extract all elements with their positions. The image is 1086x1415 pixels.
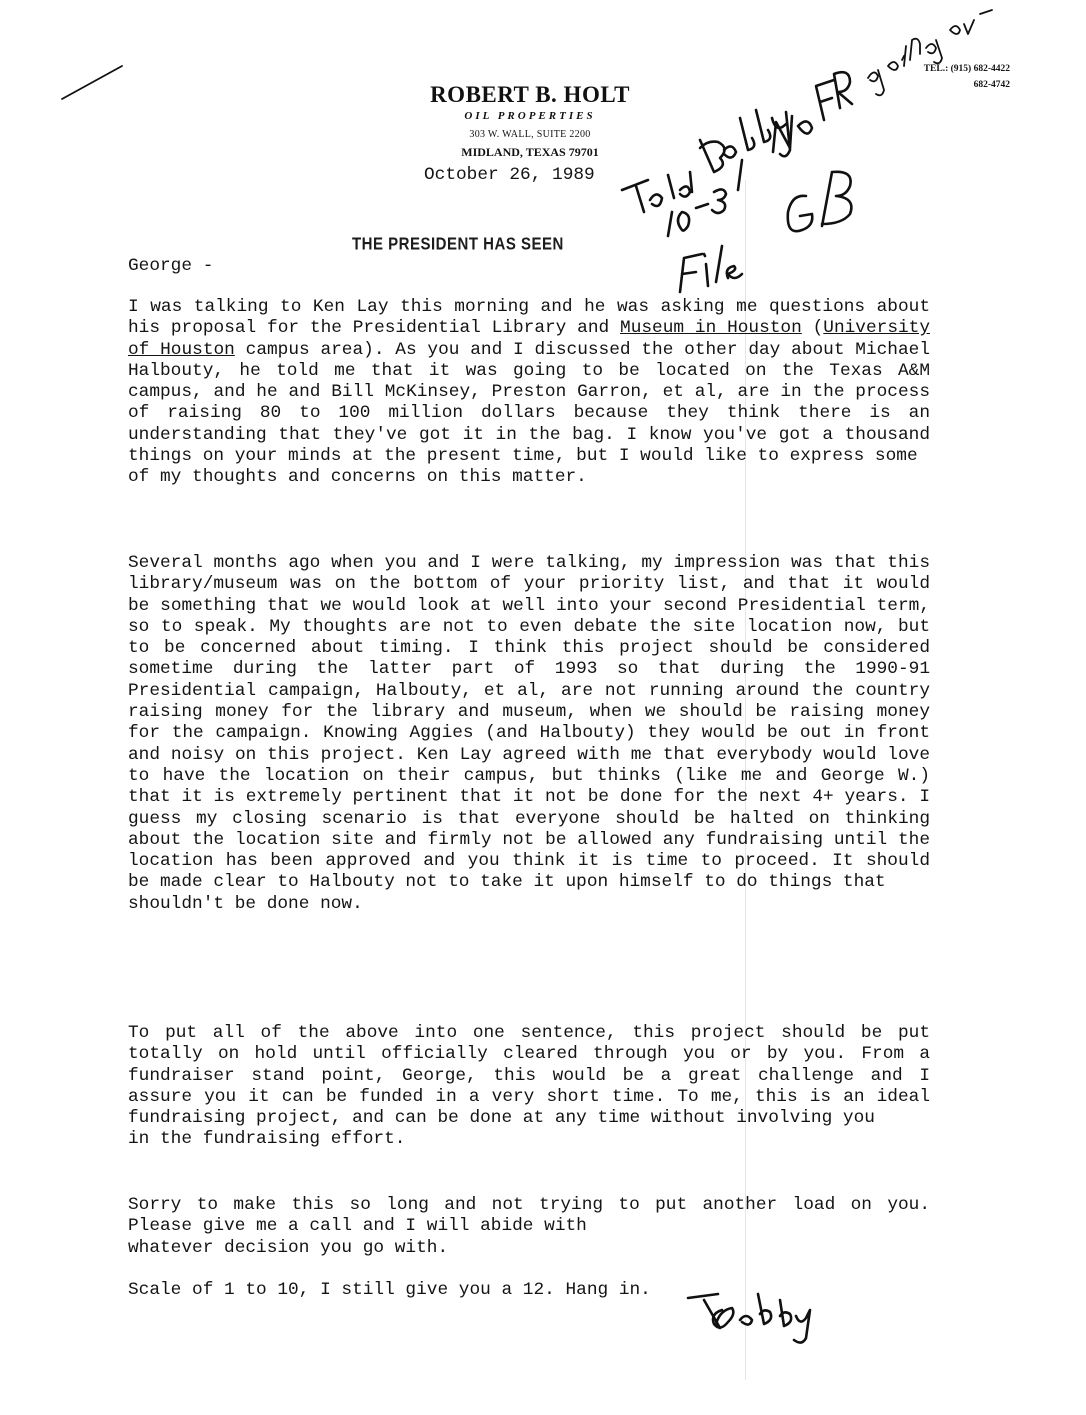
paragraph-1-last-line: of my thoughts and concerns on this matter.	[128, 467, 587, 488]
letterhead-city: MIDLAND, TEXAS 79701	[461, 145, 599, 159]
note-told-bobby	[622, 110, 790, 212]
paragraph-1-text-b: (	[801, 318, 824, 339]
salutation: George -	[128, 256, 214, 276]
letterhead-subtitle: OIL PROPERTIES	[464, 110, 596, 122]
tick-mark	[62, 66, 122, 99]
paragraph-2-last-line: shouldn't be done now.	[128, 893, 363, 914]
paragraph-1-text-c: campus area). As you and I discussed the other day about Michael Halbouty, he told me that it was going to be located on the Texas A&M campus, and he and Bill McKinsey, Preston Garron, et al, are in the process of raising 80 to 100 million dollars because they think there is an understanding that they've got it in the bag. I know you've got a thousand things on your minds at the present time, but I would like to express some	[128, 339, 930, 467]
underlined-museum: Museum in Houston	[620, 318, 802, 339]
paragraph-1-text-a: I was talking to Ken Lay this morning and he was asking me questions about his proposal for the Presidential Library and	[128, 297, 930, 339]
closing-line-text: Scale of 1 to 10, I still give you a 12. Hang in.	[128, 1280, 651, 1300]
underlined-university: University of Houston	[128, 318, 931, 360]
paragraph-4-last-line: whatever decision you go with.	[128, 1237, 449, 1258]
phone-secondary: 682-4742	[973, 80, 1010, 90]
paragraph-2-text: Several months ago when you and I were talking, my impression was that this library/museum was on the bottom of your priority list, and that it would be something that we would look at well into your second Presidential term, so to speak. My thoughts are not to even debate the site location now, but to be concerned about timing. I think this project should be considered sometime during the latter part of 1993 so that during the 1990-91 Presidential campaign, Halbouty, et al, are not running around the country raising money for the library and museum, when we should be raising money for the campaign. Knowing Aggies (and Halbouty) they would be out in front and noisy on this project. Ken Lay agreed with me that everybody would love to have the location on their campus, but thinks (like me and George W.) that it is extremely pertinent that it not be done for the next 4+ years. I guess my closing scenario is that everyone should be halted on thinking about the location site and firmly not be allowed any fundraising until the location has been approved and you think it is time to proceed. It should be made clear to Halbouty not to take it upon himself to do things that	[128, 553, 930, 893]
letterhead-address: 303 W. WALL, SUITE 2200	[469, 129, 591, 140]
received-stamp: THE PRESIDENT HAS SEEN	[352, 234, 564, 255]
note-file	[680, 246, 742, 292]
letterhead-phone	[880, 61, 1010, 93]
paragraph-4-text: Sorry to make this so long and not trying to put another load on you. Please give me a call and I will abide with	[128, 1195, 930, 1237]
paragraph-4	[128, 1195, 930, 1259]
phone-primary: TEL.: (915) 682-4422	[923, 64, 1010, 74]
closing-line	[128, 1280, 930, 1301]
note-initials	[788, 172, 852, 231]
letterhead-name: ROBERT B. HOLT	[430, 82, 630, 107]
paragraph-3-text: To put all of the above into one sentence, this project should be put totally on hold until officially cleared through you or by you. From a fundraiser stand point, George, this would be a great challenge and I assure you it can be funded in a very short time. To me, this is an ideal fundraising project, and can be done at any time without involving you	[128, 1023, 930, 1129]
note-date	[668, 160, 742, 236]
paragraph-3	[128, 1023, 930, 1151]
paragraph-3-last-line: in the fundraising effort.	[128, 1129, 406, 1150]
letter-date: October 26, 1989	[424, 165, 595, 185]
paragraph-2	[128, 553, 930, 915]
paragraph-1	[128, 297, 930, 489]
